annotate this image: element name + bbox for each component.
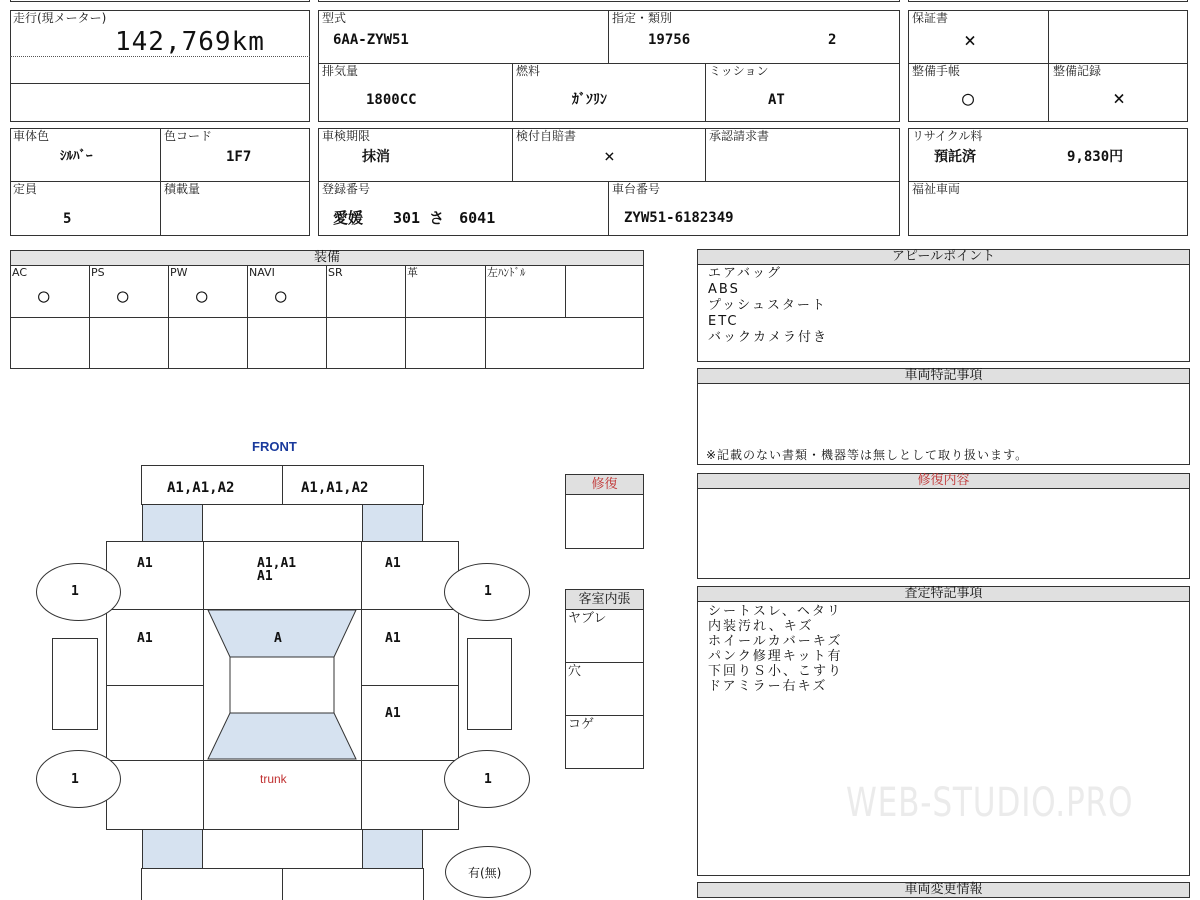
- recycle-status: 預託済: [934, 149, 976, 165]
- divider: [326, 265, 327, 369]
- maintenance-record-label: 整備記録: [1053, 64, 1102, 78]
- capacity-value: 5: [63, 211, 72, 227]
- inspection-value: 抹消: [362, 149, 390, 165]
- top-strip-mid: [318, 0, 900, 2]
- maintenance-book-label: 整備手帳: [912, 64, 961, 78]
- left-side-panel: [52, 638, 98, 730]
- appeal-lines: エアバッグ ABS プッシュスタート ETC バックカメラ付き: [708, 266, 829, 345]
- transmission-value: AT: [768, 92, 785, 108]
- watermark: WEB-STUDIO.PRO: [846, 780, 1134, 826]
- interior-row-hole: 穴: [568, 664, 582, 679]
- equipment-label: NAVI: [249, 266, 275, 279]
- designation-value-2: 2: [828, 32, 837, 48]
- appeal-header: アピールポイント: [697, 249, 1190, 265]
- divider: [318, 63, 900, 64]
- capacity-label: 定員: [13, 182, 38, 196]
- displacement-label: 排気量: [322, 64, 359, 78]
- vehicle-notes-text: ※記載のない書類・機器等は無しとして取り扱います。: [706, 448, 1029, 462]
- equipment-label: SR: [328, 266, 343, 279]
- door-rr-value: A1: [385, 706, 401, 721]
- fuel-value: ｶﾞｿﾘﾝ: [572, 92, 607, 108]
- divider: [512, 128, 513, 181]
- approval-label: 承認請求書: [709, 129, 770, 143]
- hood-left-value: A1: [137, 556, 153, 571]
- divider: [10, 317, 644, 318]
- top-strip-right: [908, 0, 1188, 2]
- tire-rl-value: 1: [71, 772, 79, 787]
- divider: [10, 83, 310, 84]
- rear-right-pillar: [362, 830, 423, 868]
- bumper-right-value: A1,A1,A2: [301, 480, 369, 496]
- designation-value-1: 19756: [648, 32, 691, 48]
- divider: [512, 63, 513, 122]
- repair-details-box: [697, 488, 1190, 579]
- model-value: 6AA-ZYW51: [333, 32, 409, 48]
- equipment-value: ○: [117, 285, 129, 307]
- top-strip-left: [10, 0, 310, 2]
- chassis-value: ZYW51-6182349: [624, 210, 734, 226]
- divider: [565, 662, 644, 663]
- interior-box: [565, 609, 644, 769]
- roof-panel: [230, 657, 334, 713]
- tire-rr-value: 1: [484, 772, 492, 787]
- model-label: 型式: [322, 11, 347, 25]
- equipment-value: ○: [275, 285, 287, 307]
- equipment-header: 装備: [10, 250, 644, 266]
- inspection-label: 車検期限: [322, 129, 371, 143]
- equipment-label: 左ﾊﾝﾄﾞﾙ: [487, 266, 526, 279]
- designation-label: 指定・類別: [612, 11, 673, 25]
- warranty-value: ×: [964, 28, 977, 52]
- divider: [608, 10, 609, 63]
- divider: [485, 265, 486, 369]
- door-fl-value: A1: [137, 631, 153, 646]
- divider: [565, 265, 566, 318]
- interior-row-tear: ヤブレ: [568, 611, 607, 626]
- maintenance-record-value: ×: [1113, 86, 1126, 110]
- hood-center-value-2: A1: [257, 569, 273, 584]
- divider: [1048, 10, 1049, 122]
- fuel-label: 燃料: [516, 64, 541, 78]
- body-color-label: 車体色: [13, 129, 50, 143]
- transmission-label: ミッション: [709, 64, 769, 78]
- tire-fr-value: 1: [484, 584, 492, 599]
- equipment-value: ○: [38, 285, 50, 307]
- divider: [160, 128, 161, 236]
- tire-fl-value: 1: [71, 584, 79, 599]
- assessment-lines: シートスレ、ヘタリ 内装汚れ、キズ ホイールカバーキズ パンク修理キット有 下回りＳ小、こすり ドアミラー右キズ: [708, 604, 844, 694]
- maintenance-book-value: ○: [962, 86, 975, 110]
- door-fr-value: A1: [385, 631, 401, 646]
- divider: [282, 465, 283, 505]
- insurance-value: ×: [604, 146, 615, 167]
- equipment-label: PW: [170, 266, 188, 279]
- welfare-label: 福祉車両: [912, 182, 961, 196]
- front-left-pillar: [142, 505, 203, 541]
- divider: [705, 128, 706, 181]
- body-color-value: ｼﾙﾊﾞｰ: [60, 149, 93, 164]
- equipment-label: AC: [12, 266, 28, 279]
- load-label: 積載量: [164, 182, 201, 196]
- divider: [282, 868, 283, 900]
- assessment-header: 査定特記事項: [697, 586, 1190, 602]
- spare-tire-label: 有(無): [468, 866, 502, 880]
- chassis-label: 車台番号: [612, 182, 661, 196]
- odometer-label: 走行(現メーター): [13, 11, 107, 25]
- interior-row-burn: コゲ: [568, 717, 595, 732]
- right-side-panel: [467, 638, 512, 730]
- divider: [608, 181, 609, 236]
- repair-box: [565, 494, 644, 549]
- divider: [247, 265, 248, 369]
- equipment-label: 革: [407, 266, 418, 279]
- divider: [106, 685, 203, 686]
- divider: [361, 685, 459, 686]
- hood-center-value-1: A1,A1: [257, 556, 297, 571]
- recycle-amount: 9,830円: [1067, 149, 1124, 165]
- divider: [106, 760, 459, 761]
- roof-value: A: [274, 631, 282, 646]
- registration-value: 愛媛 301 さ 6041: [333, 209, 496, 227]
- rear-left-pillar: [142, 830, 203, 868]
- odometer-value: 142,769km: [115, 27, 265, 57]
- registration-label: 登録番号: [322, 182, 371, 196]
- bumper-left-value: A1,A1,A2: [167, 480, 235, 496]
- color-code-label: 色コード: [164, 129, 213, 143]
- divider: [705, 63, 706, 122]
- insurance-label: 検付自賠書: [516, 129, 577, 143]
- interior-header: 客室内張: [565, 589, 644, 610]
- equipment-label: PS: [91, 266, 105, 279]
- vehicle-change-header: 車両変更情報: [697, 882, 1190, 898]
- trunk-label: trunk: [260, 772, 287, 786]
- color-code-value: 1F7: [226, 149, 252, 165]
- repair-details-header: 修復内容: [697, 473, 1190, 489]
- recycle-label: リサイクル料: [912, 129, 983, 143]
- divider: [168, 265, 169, 369]
- warranty-label: 保証書: [912, 11, 949, 25]
- divider: [405, 265, 406, 369]
- repair-header: 修復: [565, 474, 644, 495]
- equipment-value: ○: [196, 285, 208, 307]
- front-right-pillar: [362, 505, 423, 541]
- windshield: [208, 610, 356, 657]
- displacement-value: 1800CC: [366, 92, 417, 108]
- divider: [89, 265, 90, 369]
- vehicle-notes-header: 車両特記事項: [697, 368, 1190, 384]
- hood-right-value: A1: [385, 556, 401, 571]
- divider: [318, 181, 900, 182]
- front-label: FRONT: [252, 439, 297, 454]
- rear-window: [208, 713, 356, 759]
- cabin-glass: [203, 609, 361, 760]
- divider: [565, 715, 644, 716]
